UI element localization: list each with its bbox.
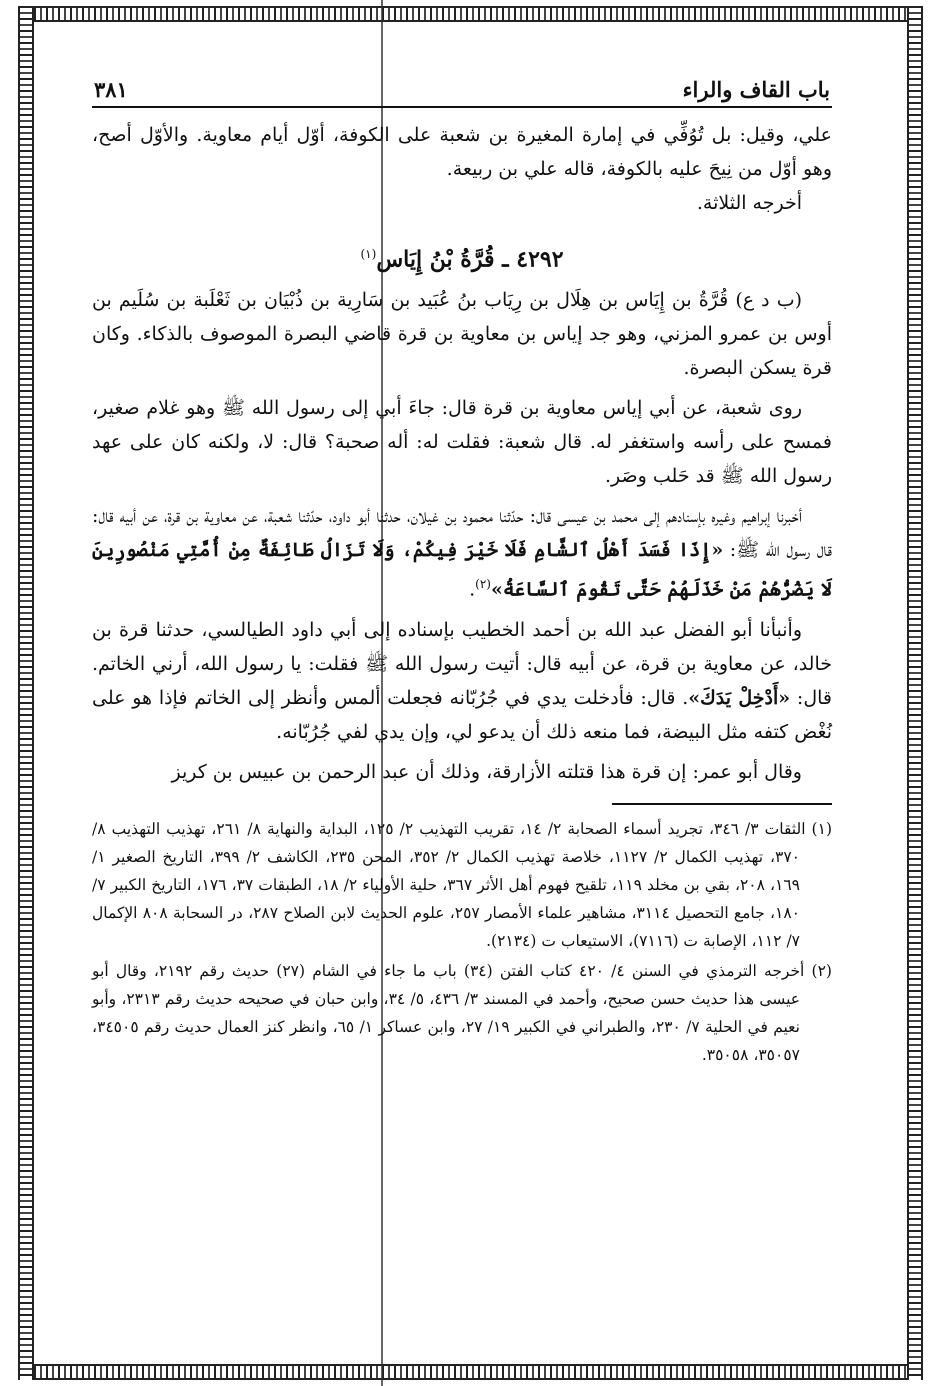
hadith-footnote-mark: (٢) [475, 577, 491, 592]
hadith-end: . [469, 578, 476, 601]
paragraph-shuba: روى شعبة، عن أبي إياس معاوية بن قرة قال: جاءَ أبي إلى رسول الله ﷺ وهو غلام صغير، فمسح على رأسه واستغفر له. قال شعبة: فقلت له: أله صحبة؟ قال: لا، ولكنه كان على عهد رسول الله ﷺ قد حَلب وصَر. [92, 397, 832, 488]
paragraph-continuation: علي، وقيل: بل تُوُفِّي في إمارة المغيرة بن شعبة على الكوفة، أوّل أيام معاوية. والأوّل أصح، وهو أوّل من نِيحَ عليه بالكوفة، قاله علي بن ربيعة. [92, 124, 832, 180]
paragraph-khatam [92, 613, 832, 749]
chapter-title: باب القاف والراء [682, 77, 830, 102]
khatam-end: . قال: فأدخلت يدي في جُرُبّانه فجعلت ألمس وأنظر إلى الخاتم فإذا هو على نُغْض كتفه مثل البيضة، فما منعه ذلك أن يدعو لي، وإن يدي لفي جُرُبّانه. [92, 686, 832, 743]
ornamental-border-top [34, 6, 907, 22]
paragraph-lineage: (ب د ع) قُرَّةُ بن إِيَاس بن هِلَال بن رِيَاب بنُ عُبَيد بن سَارِية بن ذُبْيَان بن ثَعْلَبة بن سُلَيم بن أوس بن عمرو المزني، وهو جد إياس بن معاوية بن قرة قاضي البصرة الموصوف بالذكاء. وكان قرة يسكن البصرة. [92, 289, 832, 380]
book-page [92, 66, 832, 1336]
ornamental-border-bottom [34, 1364, 907, 1380]
hadith-isnad: أخبرنا إبراهيم وغيره بإسنادهم إلى محمد بن عيسى قال: حدّثنا محمود بن غيلان، حدثنا أبو داود، حدّثنا شعبة، عن معاوية بن قرة، عن أبيه قال: قال رسول الله ﷺ: [92, 505, 832, 562]
paragraph-abu-umar: وقال أبو عمر: إن قرة هذا قتلته الأزارقة، وذلك أن عبد الرحمن بن عبيس بن كريز [171, 760, 802, 783]
ornamental-border-right [907, 6, 923, 1380]
paragraph-hadith-sham [92, 499, 832, 606]
footnote-separator [612, 803, 832, 805]
khatam-isnad: وأنبأنا أبو الفضل عبد الله بن أحمد الخطيب بإسناده إلى أبي داود الطيالسي، حدثنا قرة بن خالد، عن معاوية بن قرة، عن أبيه قال: أتيت رسول الله ﷺ فقلت: يا رسول الله، أرني الخاتم. قال: [92, 618, 832, 709]
page-number: ٣٨١ [94, 77, 128, 102]
entry-title [92, 234, 832, 279]
hadith-text: «إِذَا فَسَدَ أَهْلُ ٱلشَّامِ فَلَا خَيْرَ فِيكُمْ، وَلَا تَزَالُ طَائِفَةٌ مِنْ أُمَّتِي مَنْصُورِينَ لَا يَضُرُّهُمْ مَنْ خَذَلَهُمْ حَتَّى تَقُومَ ٱلسَّاعَةُ» [92, 539, 832, 601]
footnote-1: (١) الثقات ٣/ ٣٤٦، تجريد أسماء الصحابة ٢/ ١٤، تقريب التهذيب ٢/ ١٢٥، البداية والنهاية ٨/ ٢٦١، تهذيب التهذيب ٨/ ٣٧٠، تهذيب الكمال ٢/ ١١٢٧، خلاصة تهذيب الكمال ٢/ ٣٥٢، المحن ٢٣٥، الكاشف ٢/ ٣٩٩، التاريخ الصغير ١/ ١٦٩، ٢٠٨، بقي بن مخلد ١١٩، تلقيح فهوم أهل الأثر ٣٦٧، حلية الأولياء ٢/ ١٨، الطبقات ٣٧، ١٧٦، التاريخ الكبير ٧/ ١٨٠، جامع التحصيل ٣١١٤، مشاهير علماء الأمصار ٢٥٧، علوم الحديث لابن الصلاح ٢٨٧، در السحابة ٨٠٨ الإكمال ٧/ ١١٢، الإصابة ت (٧١١٦)، الاستيعاب ت (٢١٣٤). [92, 819, 832, 950]
page-header [92, 66, 832, 108]
ornamental-border-left [18, 6, 34, 1380]
entry-footnote-mark: (١) [360, 247, 377, 261]
khatam-quote: «أَدْخِلْ يَدَكَ» [688, 686, 791, 709]
paragraph-takhrij: أخرجه الثلاثة. [696, 192, 802, 214]
entry-title-text: ٤٢٩٢ ـ قُرَّةُ بْنُ إِيَاس [376, 246, 564, 273]
footnote-2: (٢) أخرجه الترمذي في السنن ٤/ ٤٢٠ كتاب الفتن (٣٤) باب ما جاء في الشام (٢٧) حديث رقم ٢١٩٢، وقال أبو عيسى هذا حديث حسن صحيح، وأحمد في المسند ٣/ ٤٣٦، ٥/ ٣٤، وابن حبان في صحيحه حديث رقم ٢٣١٣، وأبو نعيم في الحلية ٧/ ٢٣٠، والطبراني في الكبير ١٩/ ٢٧، وابن عساكر ١/ ٦٥، وانظر كنز العمال حديث رقم ٣٤٥٠٥، ٣٥٠٥٧، ٣٥٠٥٨. [92, 961, 832, 1064]
